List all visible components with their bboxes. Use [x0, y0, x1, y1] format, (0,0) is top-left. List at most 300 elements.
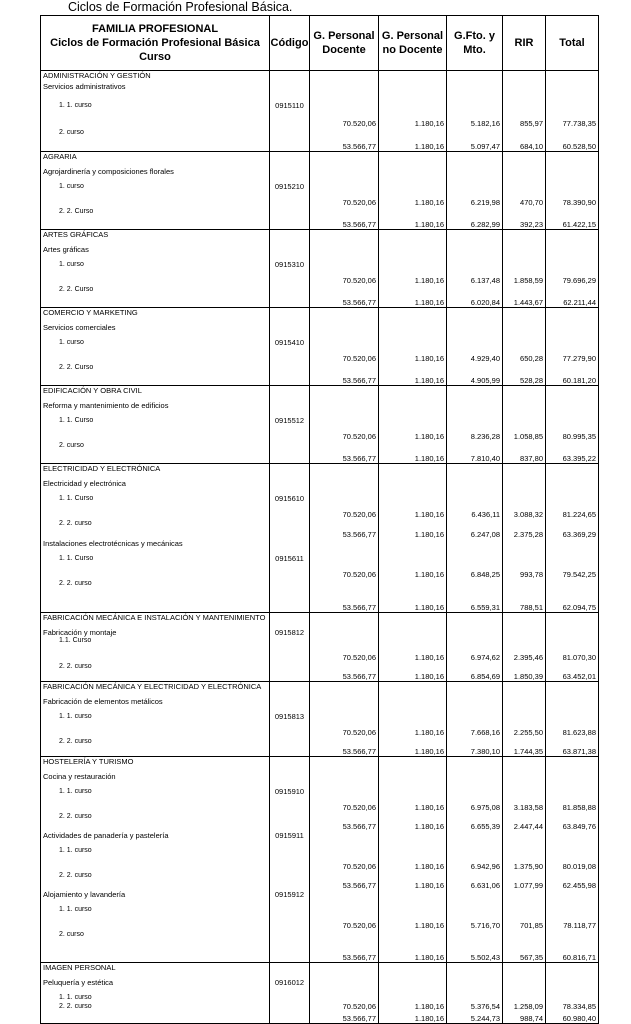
- g-personal-no-docente-cell: [379, 963, 447, 979]
- total-cell: 79.542,25: [546, 570, 599, 579]
- g-personal-docente-cell: [310, 101, 379, 114]
- table-row: [41, 441, 599, 450]
- total-cell: [546, 285, 599, 294]
- course-code: [270, 363, 310, 372]
- g-personal-docente-cell: 70.520,06: [310, 803, 379, 812]
- g-personal-docente-cell: [310, 846, 379, 862]
- course-code: [270, 294, 310, 308]
- g-fto-mto-cell: [447, 167, 503, 182]
- total-cell: [546, 82, 599, 101]
- total-cell: [546, 539, 599, 554]
- g-personal-no-docente-cell: 1.180,16: [379, 821, 447, 831]
- family-label: FABRICACIÓN MECÁNICA E INSTALACIÓN Y MANTENIMIENTO: [41, 613, 270, 629]
- g-personal-docente-cell: [310, 152, 379, 168]
- course-code: 0915410: [270, 338, 310, 354]
- g-fto-mto-cell: 5.502,43: [447, 939, 503, 963]
- g-personal-docente-cell: [310, 787, 379, 803]
- course-code: [270, 757, 310, 773]
- cycle-row: [41, 831, 599, 846]
- g-fto-mto-cell: [447, 993, 503, 1002]
- g-personal-no-docente-cell: [379, 101, 447, 114]
- course-label: [41, 216, 270, 230]
- g-fto-mto-cell: [447, 519, 503, 528]
- course-code: [270, 207, 310, 216]
- course-label: 1. 1. curso: [41, 846, 270, 862]
- cycle-label: Fabricación de elementos metálicos: [41, 697, 270, 712]
- total-cell: [546, 831, 599, 846]
- rir-cell: 1.858,59: [503, 276, 546, 285]
- section-row: [41, 152, 599, 168]
- course-code: 0915911: [270, 831, 310, 846]
- total-cell: [546, 128, 599, 137]
- section-row: [41, 464, 599, 480]
- course-code: 0915310: [270, 260, 310, 276]
- total-cell: 60.980,40: [546, 1011, 599, 1024]
- rir-cell: [503, 386, 546, 402]
- total-cell: [546, 71, 599, 83]
- g-fto-mto-cell: [447, 579, 503, 588]
- total-cell: [546, 712, 599, 728]
- g-fto-mto-cell: 6.854,69: [447, 671, 503, 682]
- course-code: [270, 697, 310, 712]
- rir-cell: [503, 637, 546, 653]
- section-row: [41, 230, 599, 246]
- course-code: [270, 354, 310, 363]
- page-title: Ciclos de Formación Profesional Básica.: [68, 0, 292, 14]
- g-personal-no-docente-cell: [379, 182, 447, 198]
- course-label: [41, 510, 270, 519]
- cycle-label: Instalaciones electrotécnicas y mecánicas: [41, 539, 270, 554]
- g-personal-docente-cell: 70.520,06: [310, 653, 379, 662]
- course-code: [270, 905, 310, 921]
- cycle-row: [41, 167, 599, 182]
- course-code: [270, 1011, 310, 1024]
- g-personal-docente-cell: 53.566,77: [310, 746, 379, 757]
- course-label: [41, 880, 270, 890]
- g-personal-no-docente-cell: [379, 682, 447, 698]
- course-code: [270, 450, 310, 464]
- rir-cell: [503, 308, 546, 324]
- g-personal-docente-cell: [310, 978, 379, 993]
- header-g-personal-docente: [310, 16, 379, 71]
- course-label: [41, 432, 270, 441]
- g-personal-no-docente-cell: 1.180,16: [379, 921, 447, 930]
- g-personal-docente-cell: [310, 464, 379, 480]
- g-personal-no-docente-cell: [379, 82, 447, 101]
- total-cell: [546, 167, 599, 182]
- cycle-row: [41, 245, 599, 260]
- cycle-label: Servicios comerciales: [41, 323, 270, 338]
- g-fto-mto-cell: [447, 182, 503, 198]
- g-personal-no-docente-cell: [379, 285, 447, 294]
- course-label: [41, 939, 270, 963]
- cost-table: [40, 15, 599, 1024]
- g-personal-no-docente-cell: 1.180,16: [379, 1002, 447, 1011]
- cycle-label: Agrojardinería y composiciones florales: [41, 167, 270, 182]
- rir-cell: [503, 207, 546, 216]
- course-code: [270, 276, 310, 285]
- rir-cell: 988,74: [503, 1011, 546, 1024]
- g-personal-docente-cell: [310, 554, 379, 570]
- g-fto-mto-cell: 6.631,06: [447, 880, 503, 890]
- g-fto-mto-cell: [447, 245, 503, 260]
- g-personal-no-docente-cell: [379, 464, 447, 480]
- rir-cell: [503, 323, 546, 338]
- family-label: COMERCIO Y MARKETING: [41, 308, 270, 324]
- rir-cell: [503, 787, 546, 803]
- value-row: [41, 432, 599, 441]
- g-fto-mto-cell: [447, 82, 503, 101]
- g-personal-docente-cell: 53.566,77: [310, 880, 379, 890]
- course-label: 2. 2. curso: [41, 662, 270, 671]
- total-cell: [546, 993, 599, 1002]
- g-personal-no-docente-cell: [379, 230, 447, 246]
- total-cell: 61.422,15: [546, 216, 599, 230]
- course-code: [270, 803, 310, 812]
- course-code: [270, 441, 310, 450]
- total-cell: [546, 846, 599, 862]
- rir-cell: 470,70: [503, 198, 546, 207]
- course-code: 0915512: [270, 416, 310, 432]
- g-fto-mto-cell: [447, 338, 503, 354]
- cycle-label: Peluquería y estética: [41, 978, 270, 993]
- g-personal-docente-cell: [310, 338, 379, 354]
- rir-cell: [503, 905, 546, 921]
- section-row: [41, 308, 599, 324]
- g-personal-no-docente-cell: 1.180,16: [379, 671, 447, 682]
- course-label: [41, 921, 270, 930]
- total-cell: [546, 182, 599, 198]
- g-fto-mto-cell: [447, 697, 503, 712]
- course-label: 1. 1. Curso: [41, 554, 270, 570]
- g-fto-mto-cell: [447, 737, 503, 746]
- g-personal-docente-cell: [310, 386, 379, 402]
- cycle-row: [41, 479, 599, 494]
- g-fto-mto-cell: [447, 712, 503, 728]
- course-label: 1. 1. Curso: [41, 416, 270, 432]
- g-personal-no-docente-cell: [379, 978, 447, 993]
- rir-cell: 392,23: [503, 216, 546, 230]
- g-personal-no-docente-cell: [379, 787, 447, 803]
- course-code: [270, 662, 310, 671]
- family-label: FABRICACIÓN MECÁNICA Y ELECTRICIDAD Y ELECTRÓNICA: [41, 682, 270, 698]
- total-cell: 60.528,50: [546, 137, 599, 152]
- g-fto-mto-cell: 6.020,84: [447, 294, 503, 308]
- g-personal-no-docente-cell: 1.180,16: [379, 372, 447, 386]
- rir-cell: [503, 128, 546, 137]
- value-row: [41, 1011, 599, 1024]
- cycle-row: [41, 772, 599, 787]
- total-cell: [546, 464, 599, 480]
- g-fto-mto-cell: 6.975,08: [447, 803, 503, 812]
- course-code: 0916012: [270, 978, 310, 993]
- g-personal-docente-cell: 70.520,06: [310, 117, 379, 128]
- total-cell: [546, 245, 599, 260]
- rir-cell: [503, 579, 546, 588]
- g-personal-docente-cell: [310, 737, 379, 746]
- header-gfto-line2: Mto.: [447, 43, 502, 57]
- g-fto-mto-cell: [447, 772, 503, 787]
- course-label: [41, 570, 270, 579]
- table-row: [41, 846, 599, 862]
- g-personal-no-docente-cell: [379, 993, 447, 1002]
- table-row: [41, 662, 599, 671]
- course-code: 0915910: [270, 787, 310, 803]
- g-fto-mto-cell: [447, 890, 503, 905]
- course-label: 2. 2. curso: [41, 579, 270, 588]
- total-cell: [546, 416, 599, 432]
- table-row: [41, 128, 599, 137]
- course-code: [270, 117, 310, 128]
- g-personal-no-docente-cell: [379, 662, 447, 671]
- total-cell: [546, 386, 599, 402]
- total-cell: [546, 260, 599, 276]
- g-fto-mto-cell: 6.655,39: [447, 821, 503, 831]
- total-cell: [546, 930, 599, 939]
- total-cell: [546, 637, 599, 653]
- g-personal-docente-cell: [310, 905, 379, 921]
- rir-cell: 1.850,39: [503, 671, 546, 682]
- value-row: [41, 803, 599, 812]
- course-label: [41, 1011, 270, 1024]
- rir-cell: [503, 812, 546, 821]
- g-fto-mto-cell: 4.929,40: [447, 354, 503, 363]
- rir-cell: 1.058,85: [503, 432, 546, 441]
- g-fto-mto-cell: [447, 662, 503, 671]
- g-personal-docente-cell: [310, 757, 379, 773]
- course-label: [41, 803, 270, 812]
- total-cell: 62.211,44: [546, 294, 599, 308]
- g-fto-mto-cell: [447, 230, 503, 246]
- g-personal-no-docente-cell: [379, 71, 447, 83]
- g-personal-docente-cell: [310, 579, 379, 588]
- g-fto-mto-cell: [447, 464, 503, 480]
- rir-cell: [503, 401, 546, 416]
- total-cell: 63.849,76: [546, 821, 599, 831]
- course-label: 1.1. Curso: [41, 637, 270, 653]
- g-personal-no-docente-cell: 1.180,16: [379, 939, 447, 963]
- total-cell: [546, 101, 599, 114]
- g-personal-no-docente-cell: [379, 628, 447, 637]
- g-personal-no-docente-cell: 1.180,16: [379, 880, 447, 890]
- course-code: [270, 637, 310, 653]
- value-row: [41, 117, 599, 128]
- rir-cell: 2.375,28: [503, 528, 546, 539]
- course-code: [270, 921, 310, 930]
- course-label: [41, 653, 270, 662]
- course-code: [270, 519, 310, 528]
- rir-cell: 567,35: [503, 939, 546, 963]
- course-code: [270, 588, 310, 613]
- course-code: [270, 323, 310, 338]
- rir-cell: 701,85: [503, 921, 546, 930]
- header-gpd-line1: G. Personal: [310, 29, 378, 43]
- g-fto-mto-cell: [447, 905, 503, 921]
- g-fto-mto-cell: [447, 554, 503, 570]
- g-personal-no-docente-cell: [379, 519, 447, 528]
- g-personal-docente-cell: 53.566,77: [310, 450, 379, 464]
- rir-cell: 3.088,32: [503, 510, 546, 519]
- g-personal-no-docente-cell: [379, 539, 447, 554]
- header-curso-label: Curso: [41, 50, 269, 64]
- g-fto-mto-cell: [447, 323, 503, 338]
- g-personal-no-docente-cell: [379, 846, 447, 862]
- table-row: [41, 637, 599, 653]
- g-personal-docente-cell: [310, 890, 379, 905]
- g-personal-docente-cell: 53.566,77: [310, 821, 379, 831]
- g-fto-mto-cell: [447, 128, 503, 137]
- rir-cell: [503, 519, 546, 528]
- g-personal-docente-cell: [310, 363, 379, 372]
- value-row: [41, 294, 599, 308]
- g-fto-mto-cell: [447, 831, 503, 846]
- course-code: [270, 812, 310, 821]
- value-row: [41, 862, 599, 871]
- total-cell: [546, 308, 599, 324]
- cycle-row: [41, 628, 599, 637]
- rir-cell: [503, 167, 546, 182]
- g-fto-mto-cell: [447, 416, 503, 432]
- rir-cell: [503, 260, 546, 276]
- g-fto-mto-cell: 6.942,96: [447, 862, 503, 871]
- cycle-row: [41, 539, 599, 554]
- rir-cell: [503, 479, 546, 494]
- total-cell: [546, 152, 599, 168]
- table-row: [41, 101, 599, 114]
- course-label: [41, 276, 270, 285]
- total-cell: 80.995,35: [546, 432, 599, 441]
- g-personal-no-docente-cell: [379, 308, 447, 324]
- value-row: [41, 939, 599, 963]
- g-personal-docente-cell: [310, 182, 379, 198]
- value-row: [41, 276, 599, 285]
- g-personal-no-docente-cell: 1.180,16: [379, 450, 447, 464]
- course-label: 2. 2. curso: [41, 1002, 270, 1011]
- rir-cell: 788,51: [503, 588, 546, 613]
- g-personal-docente-cell: [310, 963, 379, 979]
- total-cell: 78.390,90: [546, 198, 599, 207]
- course-label: 2. 2. Curso: [41, 363, 270, 372]
- g-personal-no-docente-cell: [379, 905, 447, 921]
- rir-cell: [503, 831, 546, 846]
- g-fto-mto-cell: [447, 285, 503, 294]
- value-row: [41, 653, 599, 662]
- g-personal-no-docente-cell: [379, 260, 447, 276]
- section-row: [41, 71, 599, 83]
- course-code: [270, 880, 310, 890]
- total-cell: [546, 787, 599, 803]
- total-cell: [546, 905, 599, 921]
- course-label: 1. 1. Curso: [41, 494, 270, 510]
- g-personal-no-docente-cell: [379, 579, 447, 588]
- g-fto-mto-cell: 6.247,08: [447, 528, 503, 539]
- table-header: [41, 16, 599, 71]
- course-code: [270, 285, 310, 294]
- total-cell: [546, 871, 599, 880]
- g-personal-docente-cell: [310, 494, 379, 510]
- course-code: [270, 682, 310, 698]
- course-label: 2. 2. Curso: [41, 207, 270, 216]
- course-code: [270, 579, 310, 588]
- g-personal-no-docente-cell: [379, 338, 447, 354]
- header-gfto-line1: G.Fto. y: [447, 29, 502, 43]
- rir-cell: 2.395,46: [503, 653, 546, 662]
- course-code: [270, 1002, 310, 1011]
- g-personal-docente-cell: 70.520,06: [310, 921, 379, 930]
- g-personal-docente-cell: 70.520,06: [310, 570, 379, 579]
- rir-cell: 1.077,99: [503, 880, 546, 890]
- g-personal-docente-cell: [310, 712, 379, 728]
- course-label: [41, 294, 270, 308]
- course-code: [270, 728, 310, 737]
- total-cell: [546, 682, 599, 698]
- course-code: [270, 862, 310, 871]
- course-code: [270, 464, 310, 480]
- course-label: [41, 372, 270, 386]
- course-code: 0915611: [270, 554, 310, 570]
- cycle-label: Fabricación y montaje: [41, 628, 270, 637]
- rir-cell: [503, 152, 546, 168]
- g-personal-docente-cell: [310, 260, 379, 276]
- course-label: [41, 137, 270, 152]
- g-personal-no-docente-cell: [379, 831, 447, 846]
- g-personal-no-docente-cell: [379, 930, 447, 939]
- value-row: [41, 137, 599, 152]
- rir-cell: 993,78: [503, 570, 546, 579]
- total-cell: [546, 363, 599, 372]
- total-cell: 77.738,35: [546, 117, 599, 128]
- total-cell: 81.070,30: [546, 653, 599, 662]
- course-label: 2. 2. curso: [41, 812, 270, 821]
- cycle-label: Cocina y restauración: [41, 772, 270, 787]
- total-cell: 63.395,22: [546, 450, 599, 464]
- total-cell: [546, 963, 599, 979]
- g-personal-no-docente-cell: [379, 323, 447, 338]
- cycle-label: Actividades de panadería y pastelería: [41, 831, 270, 846]
- g-fto-mto-cell: [447, 682, 503, 698]
- g-fto-mto-cell: [447, 71, 503, 83]
- course-code: [270, 570, 310, 579]
- g-personal-no-docente-cell: [379, 712, 447, 728]
- rir-cell: 1.744,35: [503, 746, 546, 757]
- total-cell: [546, 890, 599, 905]
- course-label: 2. curso: [41, 441, 270, 450]
- g-personal-no-docente-cell: 1.180,16: [379, 588, 447, 613]
- course-code: [270, 613, 310, 629]
- value-row: [41, 728, 599, 737]
- g-personal-no-docente-cell: [379, 152, 447, 168]
- total-cell: [546, 737, 599, 746]
- cycle-row: [41, 323, 599, 338]
- g-personal-no-docente-cell: 1.180,16: [379, 137, 447, 152]
- g-fto-mto-cell: [447, 628, 503, 637]
- g-personal-docente-cell: [310, 308, 379, 324]
- g-personal-no-docente-cell: [379, 401, 447, 416]
- course-code: [270, 216, 310, 230]
- total-cell: [546, 772, 599, 787]
- g-personal-no-docente-cell: 1.180,16: [379, 728, 447, 737]
- g-fto-mto-cell: [447, 757, 503, 773]
- g-fto-mto-cell: 6.282,99: [447, 216, 503, 230]
- g-personal-docente-cell: [310, 871, 379, 880]
- rir-cell: [503, 613, 546, 629]
- course-label: 1. 1. curso: [41, 101, 270, 114]
- course-label: [41, 528, 270, 539]
- course-label: [41, 450, 270, 464]
- g-personal-no-docente-cell: 1.180,16: [379, 570, 447, 579]
- g-fto-mto-cell: [447, 152, 503, 168]
- value-row: [41, 528, 599, 539]
